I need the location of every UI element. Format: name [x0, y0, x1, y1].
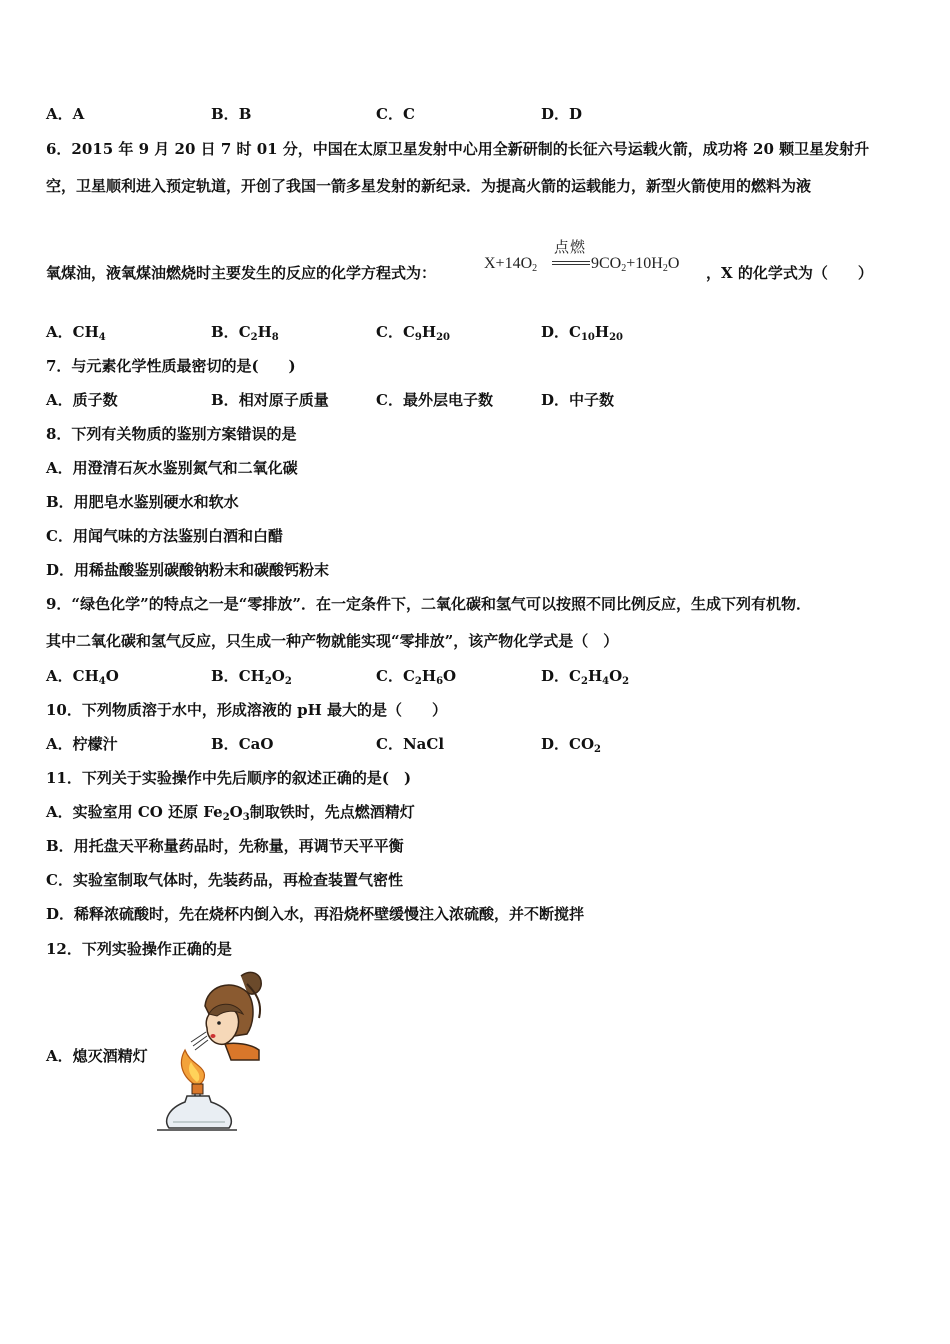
q11-option-b: B．用托盘天平称量药品时，先称量，再调节天平平衡: [46, 837, 404, 855]
equation-right: $9CO_2+10H_2O$: [591, 255, 680, 274]
q9-option-d: D．$C_2H_4O_2$: [541, 667, 630, 687]
q11-stem: 11．下列关于实验操作中先后顺序的叙述正确的是( ): [46, 769, 412, 787]
q5-option-a: A．A: [46, 105, 85, 123]
q5-option-b: B．B: [211, 105, 252, 123]
q5-option-c: C．C: [376, 105, 415, 123]
q8-stem: 8．下列有关物质的鉴别方案错误的是: [46, 425, 297, 443]
q9-option-c: C．$C_2H_6O$: [376, 667, 457, 687]
q8-option-b: B．用肥皂水鉴别硬水和软水: [46, 493, 239, 511]
q11-option-a: A．实验室用 CO 还原 $Fe_2O_3$制取铁时，先点燃酒精灯: [46, 803, 415, 823]
q7-option-d: D．中子数: [541, 391, 615, 409]
q11-option-d: D．稀释浓硫酸时，先在烧杯内倒入水，再沿烧杯壁缓慢注入浓硫酸，并不断搅拌: [46, 905, 585, 923]
equation-bar-top: [552, 261, 590, 262]
q5-option-d: D．D: [541, 105, 583, 123]
q9-option-a: A．$CH_4O$: [46, 667, 119, 687]
q6-option-a: A．$CH_4$: [46, 323, 106, 343]
q8-option-c: C．用闻气味的方法鉴别白酒和白醋: [46, 527, 283, 545]
q10-option-b: B．CaO: [211, 735, 274, 753]
q8-option-d: D．用稀盐酸鉴别碳酸钠粉末和碳酸钙粉末: [46, 561, 330, 579]
equation-condition: 点燃: [554, 238, 587, 256]
q11-option-c: C．实验室制取气体时，先装药品，再检查装置气密性: [46, 871, 403, 889]
q12-stem: 12．下列实验操作正确的是: [46, 940, 232, 958]
q7-option-c: C．最外层电子数: [376, 391, 493, 409]
q12-option-a: A．熄灭酒精灯: [46, 1047, 148, 1065]
q9-stem-line1: 9．“绿色化学”的特点之一是“零排放”．在一定条件下，二氧化碳和氢气可以按照不同比例反应，生成下列有机物．: [46, 595, 811, 613]
q8-option-a: A．用澄清石灰水鉴别氮气和二氧化碳: [46, 459, 298, 477]
blowing-out-alcohol-lamp-illustration: [155, 968, 270, 1133]
q6-option-c: C．$C_9H_{20}$: [376, 323, 450, 343]
equation-left: $X+14O_2$: [484, 255, 538, 274]
q6-stem-line1: 6．2015 年 9 月 20 日 7 时 01 分，中国在太原卫星发射中心用全新研制的长征六号运载火箭，成功将 20 颗卫星发射升: [46, 140, 870, 158]
q9-option-b: B．$CH_2O_2$: [211, 667, 292, 687]
q6-chemical-equation: [484, 236, 704, 286]
q6-stem-line3-prefix: 氧煤油，液氧煤油燃烧时主要发生的反应的化学方程式为：: [46, 264, 437, 282]
q6-option-d: D．$C_{10}H_{20}$: [541, 323, 623, 343]
q10-option-d: D．$CO_2$: [541, 735, 601, 755]
equation-bar-bottom: [552, 264, 590, 265]
q10-stem: 10．下列物质溶于水中，形成溶液的 pH 最大的是（ ）: [46, 701, 447, 719]
q7-option-a: A．质子数: [46, 391, 118, 409]
q7-stem: 7．与元素化学性质最密切的是( ): [46, 357, 296, 375]
q6-option-b: B．$C_2H_8$: [211, 323, 279, 343]
q6-stem-line2: 空，卫星顺利进入预定轨道，开创了我国一箭多星发射的新纪录．为提高火箭的运载能力，新型火箭使用的燃料为液: [46, 177, 812, 195]
q10-option-c: C．NaCl: [376, 735, 445, 753]
q6-stem-line3-suffix: ，X 的化学式为（ ）: [706, 264, 873, 282]
q10-option-a: A．柠檬汁: [46, 735, 118, 753]
q7-option-b: B．相对原子质量: [211, 391, 329, 409]
q9-stem-line2: 其中二氧化碳和氢气反应，只生成一种产物就能实现“零排放”，该产物化学式是（ ）: [46, 632, 619, 650]
